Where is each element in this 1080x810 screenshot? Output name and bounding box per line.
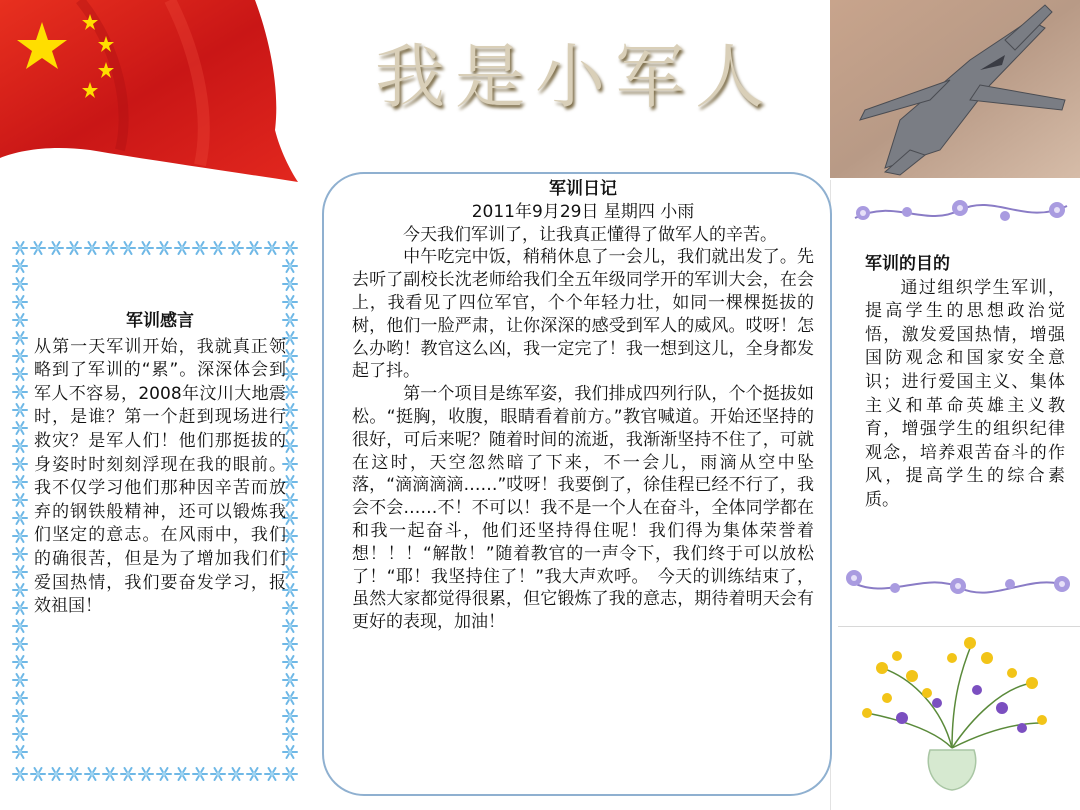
right-panel-body: 通过组织学生军训，提高学生的思想政治觉悟，激发爱国热情，增强国防观念和国家安全意识；进行爱国主义、集体主义和革命英雄主义教育，增强学生的组织纪律观念，培养艰苦奋斗的作风，提高学生的综合素质。 xyxy=(865,277,1065,510)
snowflake-icon xyxy=(157,768,171,780)
snowflake-icon xyxy=(283,692,297,704)
snowflake-icon xyxy=(283,242,297,254)
snowflake-icon xyxy=(13,260,27,272)
snowflake-icon xyxy=(67,768,81,780)
snowflake-icon xyxy=(283,296,297,308)
snowflake-icon xyxy=(175,242,189,254)
snowflake-icon xyxy=(283,710,297,722)
chinese-flag-image xyxy=(0,0,300,185)
page-title: 我是小军人 xyxy=(375,36,775,118)
snowflake-icon xyxy=(13,746,27,758)
diary-text xyxy=(352,178,814,634)
right-panel-text xyxy=(865,253,1065,513)
snowflake-icon xyxy=(229,242,243,254)
left-panel-body: 从第一天军训开始，我就真正领略到了军训的“累”。深深体会到军人不容易，2008年汶川大地震时，是谁？第一个赶到现场进行救灾？是军人们！他们那挺拔的身姿时时刻刻浮现在我的眼前。我不仅学习他们那种因辛苦而放弃的钢铁般精神，还可以锻炼我们坚定的意志。在风雨中，我们的确很苦，但是为了增加我们们爱国热情，我们要奋发学习，报效祖国！ xyxy=(34,336,286,617)
snowflake-icon xyxy=(175,768,189,780)
snowflake-icon xyxy=(283,768,297,780)
fighter-jet-image xyxy=(830,0,1080,178)
snowflake-icon xyxy=(13,512,27,524)
snowflake-icon xyxy=(103,242,117,254)
snowflake-icon xyxy=(121,242,135,254)
snowflake-icon xyxy=(283,728,297,740)
snowflake-icon xyxy=(31,242,45,254)
snowflake-icon xyxy=(31,768,45,780)
snowflake-icon xyxy=(121,768,135,780)
snowflake-icon xyxy=(13,602,27,614)
snowflake-icon xyxy=(13,476,27,488)
right-panel-heading: 军训的目的 xyxy=(865,254,950,274)
diary-date: 2011年9月29日 星期四 小雨 xyxy=(471,201,695,222)
snowflake-icon xyxy=(103,768,117,780)
snowflake-icon xyxy=(13,710,27,722)
snowflake-icon xyxy=(13,314,27,326)
snowflake-icon xyxy=(211,768,225,780)
snowflake-icon xyxy=(265,768,279,780)
flower-vine-divider-icon xyxy=(840,558,1075,608)
snowflake-icon xyxy=(13,566,27,578)
snowflake-icon xyxy=(49,242,63,254)
snowflake-icon xyxy=(193,242,207,254)
snowflake-icon xyxy=(85,768,99,780)
snowflake-icon xyxy=(13,278,27,290)
flower-vine-divider-icon xyxy=(845,188,1075,236)
left-panel xyxy=(10,238,300,784)
snowflake-icon xyxy=(13,242,27,254)
snowflake-icon xyxy=(13,768,27,780)
snowflake-icon xyxy=(247,242,261,254)
diary-heading: 军训日记 xyxy=(549,179,617,199)
snowflake-icon xyxy=(157,242,171,254)
snowflake-icon xyxy=(139,768,153,780)
snowflake-icon xyxy=(13,728,27,740)
snowflake-icon xyxy=(247,768,261,780)
snowflake-icon xyxy=(13,332,27,344)
snowflake-icon xyxy=(283,620,297,632)
snowflake-icon xyxy=(67,242,81,254)
snowflake-icon xyxy=(13,656,27,668)
snowflake-icon xyxy=(13,386,27,398)
snowflake-icon xyxy=(13,368,27,380)
diary-paragraph-1: 今天我们军训了，让我真正懂得了做军人的辛苦。 xyxy=(403,224,777,245)
snowflake-icon xyxy=(13,548,27,560)
snowflake-icon xyxy=(211,242,225,254)
snowflake-icon xyxy=(13,584,27,596)
snowflake-icon xyxy=(13,620,27,632)
snowflake-icon xyxy=(13,440,27,452)
snowflake-icon xyxy=(13,404,27,416)
snowflake-icon xyxy=(13,422,27,434)
snowflake-icon xyxy=(13,458,27,470)
snowflake-icon xyxy=(229,768,243,780)
snowflake-icon xyxy=(193,768,207,780)
snowflake-icon xyxy=(283,674,297,686)
flower-vase-image xyxy=(852,628,1052,793)
left-panel-text xyxy=(34,310,286,619)
snowflake-icon xyxy=(283,656,297,668)
snowflake-icon xyxy=(85,242,99,254)
snowflake-icon xyxy=(49,768,63,780)
snowflake-icon xyxy=(13,296,27,308)
snowflake-icon xyxy=(139,242,153,254)
snowflake-icon xyxy=(13,674,27,686)
snowflake-icon xyxy=(283,260,297,272)
snowflake-icon xyxy=(265,242,279,254)
snowflake-icon xyxy=(283,746,297,758)
snowflake-icon xyxy=(13,692,27,704)
diary-paragraph-2: 中午吃完中饭，稍稍休息了一会儿，我们就出发了。先去听了副校长沈老师给我们全五年级同学开的军训大会，在会上，我看见了四位军官，个个年轻力壮，如同一棵棵挺拔的树，他们一脸严肃，让你深深的感受到军人的威风。哎呀！怎么办哟！教官这么凶，我一定完了！我一想到这儿，全身都发起了抖。 xyxy=(352,247,814,382)
left-panel-heading: 军训感言 xyxy=(126,311,194,331)
snowflake-icon xyxy=(13,530,27,542)
snowflake-icon xyxy=(13,494,27,506)
snowflake-icon xyxy=(283,278,297,290)
snowflake-icon xyxy=(283,638,297,650)
snowflake-icon xyxy=(13,350,27,362)
section-divider-line xyxy=(838,626,1080,627)
diary-paragraph-3: 第一个项目是练军姿，我们排成四列行队，个个挺拔如松。“挺胸，收腹，眼睛看着前方。”教官喊道。开始还坚持的很好，可后来呢？随着时间的流逝，我渐渐坚持不住了，可就在这时，天空忽然暗了下来，不一会儿，雨滴从空中坠落，“滴滴滴滴……”哎呀！我要倒了，徐佳程已经不行了，我会不会……不！不可以！我不是一个人在奋斗，全体同学都在和我一起奋斗，他们还坚持得住呢！我们得为集体荣誉着想！！！“解散！”随着教官的一声令下，我们终于可以放松了！“耶！我坚持住了！”我大声欢呼。 今天的训练结束了，虽然大家都觉得很累，但它锻炼了我的意志，期待着明天会有更好的表现，加油！ xyxy=(352,384,814,633)
snowflake-icon xyxy=(13,638,27,650)
